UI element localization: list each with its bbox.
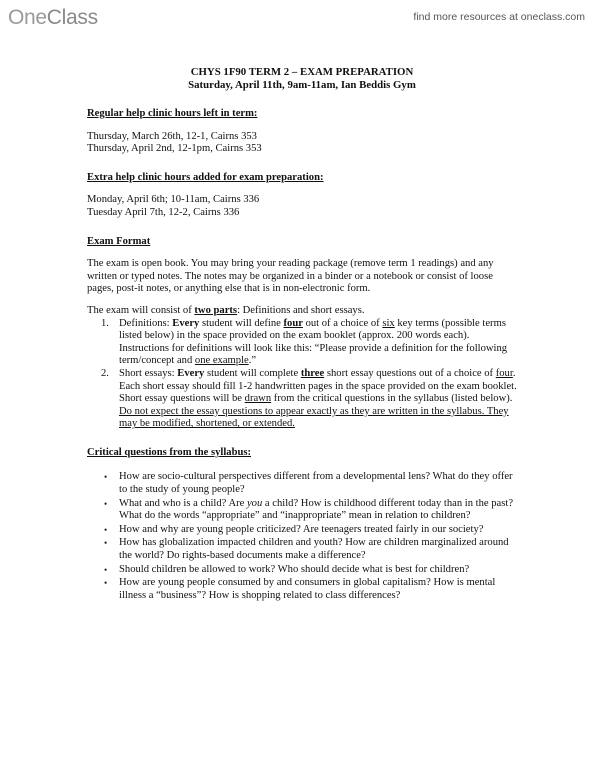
list-item: • How and why are young people criticized? Are teenagers treated fairly in our society?: [104, 523, 484, 535]
list-item: • How are young people consumed by and consumers in global capitalism? How is mental illness a “business”? How is shopping related to class differences?: [104, 577, 496, 601]
short-essays-item: 2. Short essays: Every student will complete three short essay questions out of a choice of four. Each short essay should fill 1-2 handwritten pages in the space provided on the exam booklet. Short essay questions will be drawn from the critical questions in the syllabus (listed below). Do not expect the essay questions to appear exactly as they are written in the syllabus. They may be modified, shortened, or extended.: [101, 367, 517, 430]
list-item: • How are socio-cultural perspectives different from a developmental lens? What do they offer to the study of young people?: [104, 471, 513, 496]
bullet-icon: •: [104, 578, 108, 589]
critical-questions-list: [87, 471, 517, 602]
exam-parts-line: The exam will consist of two parts: Definitions and short essays.: [87, 304, 365, 316]
extra-hours-heading: Extra help clinic hours added for exam preparation:: [87, 171, 324, 183]
oneclass-logo[interactable]: [8, 6, 98, 30]
extra-hours-line: Tuesday April 7th, 12-2, Cairns 336: [87, 206, 240, 218]
resources-link[interactable]: find more resources at oneclass.com: [413, 11, 585, 23]
logo-one: One: [8, 6, 47, 29]
two-parts-emphasis: two parts: [194, 304, 238, 316]
list-item: • Should children be allowed to work? Who should decide what is best for children?: [104, 563, 470, 575]
bullet-icon: •: [104, 498, 108, 509]
list-number: 2.: [101, 367, 109, 379]
bullet-icon: •: [104, 472, 108, 483]
regular-hours-line: Thursday, March 26th, 12-1, Cairns 353: [87, 130, 257, 142]
list-item: • What and who is a child? Are you a child? How is childhood different today than in the past? What do the words “appropriate” and “inappropriate” mean in relation to children?: [104, 497, 514, 522]
top-bar: [0, 0, 595, 34]
regular-hours-line: Thursday, April 2nd, 12-1pm, Cairns 353: [87, 143, 262, 155]
doc-title: CHYS 1F90 TERM 2 – EXAM PREPARATION: [190, 66, 414, 78]
doc-subtitle: Saturday, April 11th, 9am-11am, Ian Beddis Gym: [188, 79, 416, 91]
exam-format-paragraph: The exam is open book. You may bring your reading package (remove term 1 readings) and any written or typed notes. The notes may be organized in a binder or a notebook or consist of loose pages, post-it notes, or anything else that is in non-electronic form.: [87, 258, 494, 295]
critical-questions-heading: Critical questions from the syllabus:: [87, 446, 252, 458]
bullet-icon: •: [104, 524, 108, 535]
list-item: • How has globalization impacted children and youth? How are children marginalized around the world? Do rights-based documents make a difference?: [104, 537, 509, 562]
bullet-icon: •: [104, 538, 108, 549]
exam-parts-list: [87, 318, 517, 431]
logo-class: Class: [46, 6, 98, 29]
document-body: [87, 66, 517, 603]
exam-format-heading: Exam Format: [87, 235, 151, 247]
bullet-icon: •: [104, 564, 108, 575]
extra-hours-line: Monday, April 6th; 10-11am, Cairns 336: [87, 194, 260, 206]
definitions-item: 1. Definitions: Every student will define four out of a choice of six key terms (possible terms listed below) in the space provided on the exam booklet (approx. 200 words each). Instructions for definitions will look like this: “Please provide a definition for the following term/concept and one example.”: [101, 317, 508, 367]
list-number: 1.: [101, 317, 109, 329]
regular-hours-heading: Regular help clinic hours left in term:: [87, 108, 258, 119]
essay-warning: Do not expect the essay questions to appear exactly as they are written in the syllabus. They may be modified, shortened, or extended.: [119, 405, 509, 430]
